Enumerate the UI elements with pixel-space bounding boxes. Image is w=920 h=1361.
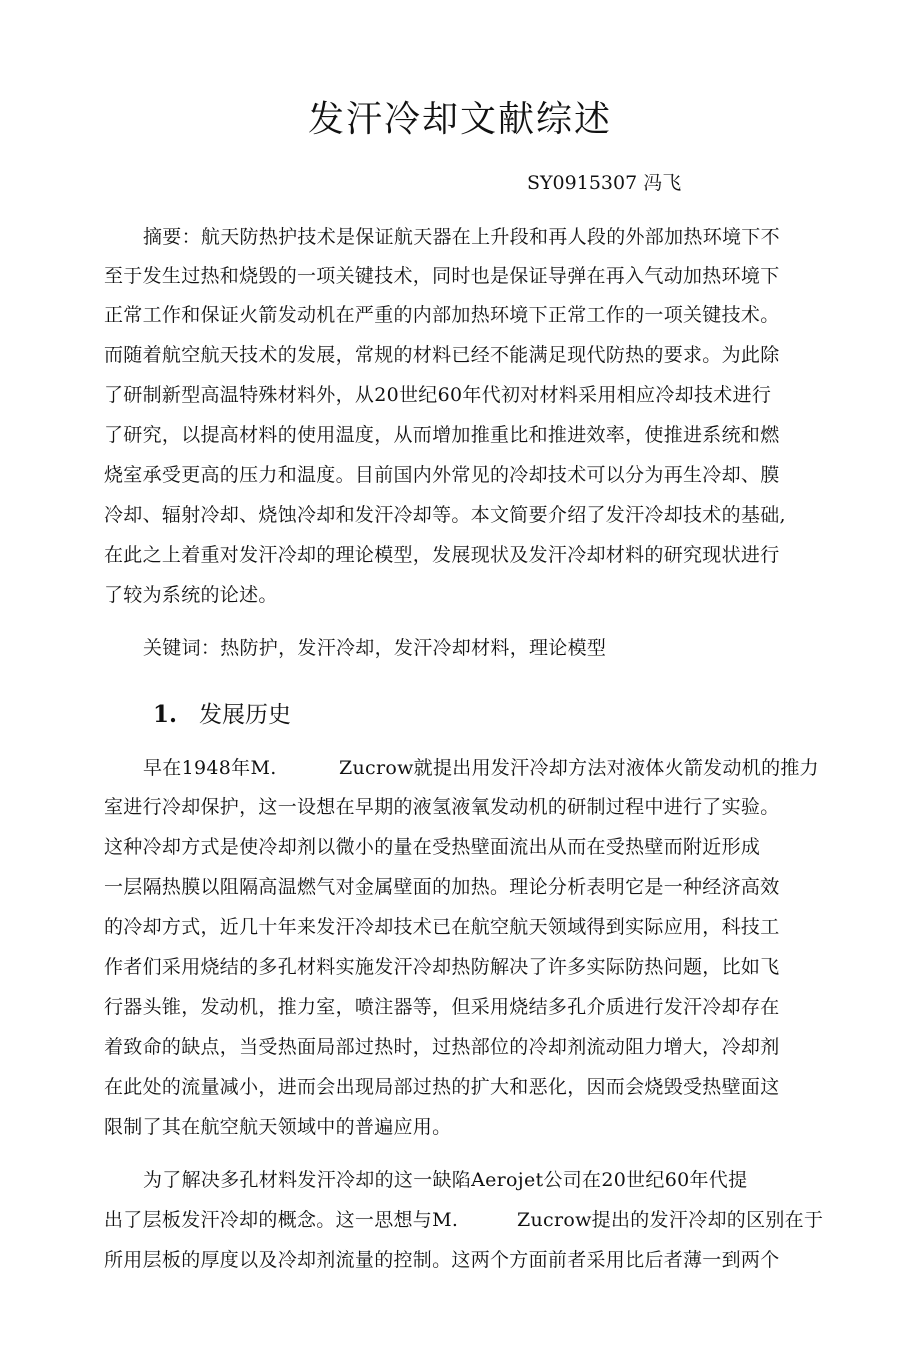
document-title: 发汗冷却文献综述 bbox=[307, 99, 612, 140]
paragraph-line: 所用层板的厚度以及冷却剂流量的控制。这两个方面前者采用比后者薄一到两个 bbox=[104, 1249, 780, 1271]
paragraph-line: 一层隔热膜以阻隔高温燃气对金属壁面的加热。理论分析表明它是一种经济高效 bbox=[104, 876, 780, 898]
abstract-line: 了较为系统的论述。 bbox=[104, 584, 278, 606]
keywords: 关键词：热防护，发汗冷却，发汗冷却材料，理论模型 bbox=[143, 637, 607, 659]
paragraph-line: Zucrow提出的发汗冷却的区别在于 bbox=[517, 1209, 824, 1231]
abstract-line: 而随着航空航天技术的发展，常规的材料已经不能满足现代防热的要求。为此除 bbox=[104, 344, 780, 366]
abstract-line: 了研究，以提高材料的使用温度，从而增加推重比和推进效率，使推进系统和燃 bbox=[104, 424, 780, 446]
paragraph-line: 作者们采用烧结的多孔材料实施发汗冷却热防解决了许多实际防热问题，比如飞 bbox=[104, 956, 780, 978]
section-number: 1. bbox=[153, 701, 178, 728]
abstract-line: 至于发生过热和烧毁的一项关键技术，同时也是保证导弹在再入气动加热环境下 bbox=[104, 265, 780, 287]
paragraph-line: 出了层板发汗冷却的概念。这一思想与M. bbox=[104, 1209, 459, 1231]
paragraph-line: 的冷却方式，近几十年来发汗冷却技术已在航空航天领域得到实际应用，科技工 bbox=[104, 916, 780, 938]
paragraph-line: 限制了其在航空航天领域中的普遍应用。 bbox=[104, 1116, 452, 1138]
abstract-line: 正常工作和保证火箭发动机在严重的内部加热环境下正常工作的一项关键技术。 bbox=[104, 304, 780, 326]
abstract-line: 了研制新型高温特殊材料外，从20世纪60年代初对材料采用相应冷却技术进行 bbox=[104, 384, 772, 406]
paragraph-line: Zucrow就提出用发汗冷却方法对液体火箭发动机的推力 bbox=[339, 757, 819, 779]
paragraph-line: 为了解决多孔材料发汗冷却的这一缺陷Aerojet公司在20世纪60年代提 bbox=[143, 1169, 748, 1191]
section-heading bbox=[153, 698, 291, 732]
abstract-line: 烧室承受更高的压力和温度。目前国内外常见的冷却技术可以分为再生冷却、膜 bbox=[104, 464, 780, 486]
paragraph-line: 在此处的流量减小，进而会出现局部过热的扩大和恶化，因而会烧毁受热壁面这 bbox=[104, 1076, 780, 1098]
abstract-line: 冷却、辐射冷却、烧蚀冷却和发汗冷却等。本文简要介绍了发汗冷却技术的基础, bbox=[104, 504, 786, 526]
abstract-line: 在此之上着重对发汗冷却的理论模型，发展现状及发汗冷却材料的研究现状进行 bbox=[104, 544, 780, 566]
section-title: 发展历史 bbox=[199, 702, 292, 728]
author-line: SY0915307 冯飞 bbox=[527, 172, 682, 194]
paragraph-line: 室进行冷却保护，这一设想在早期的液氢液氧发动机的研制过程中进行了实验。 bbox=[104, 796, 780, 818]
abstract-line: 摘要：航天防热护技术是保证航天器在上升段和再人段的外部加热环境下不 bbox=[143, 226, 780, 248]
paragraph-line: 早在1948年M. bbox=[143, 757, 277, 779]
paragraph-line: 着致命的缺点，当受热面局部过热时，过热部位的冷却剂流动阻力增大，冷却剂 bbox=[104, 1036, 780, 1058]
paragraph-line: 行器头锥，发动机，推力室，喷注器等，但采用烧结多孔介质进行发汗冷却存在 bbox=[104, 996, 780, 1018]
paragraph-line: 这种冷却方式是使冷却剂以微小的量在受热壁面流出从而在受热壁而附近形成 bbox=[104, 836, 761, 858]
